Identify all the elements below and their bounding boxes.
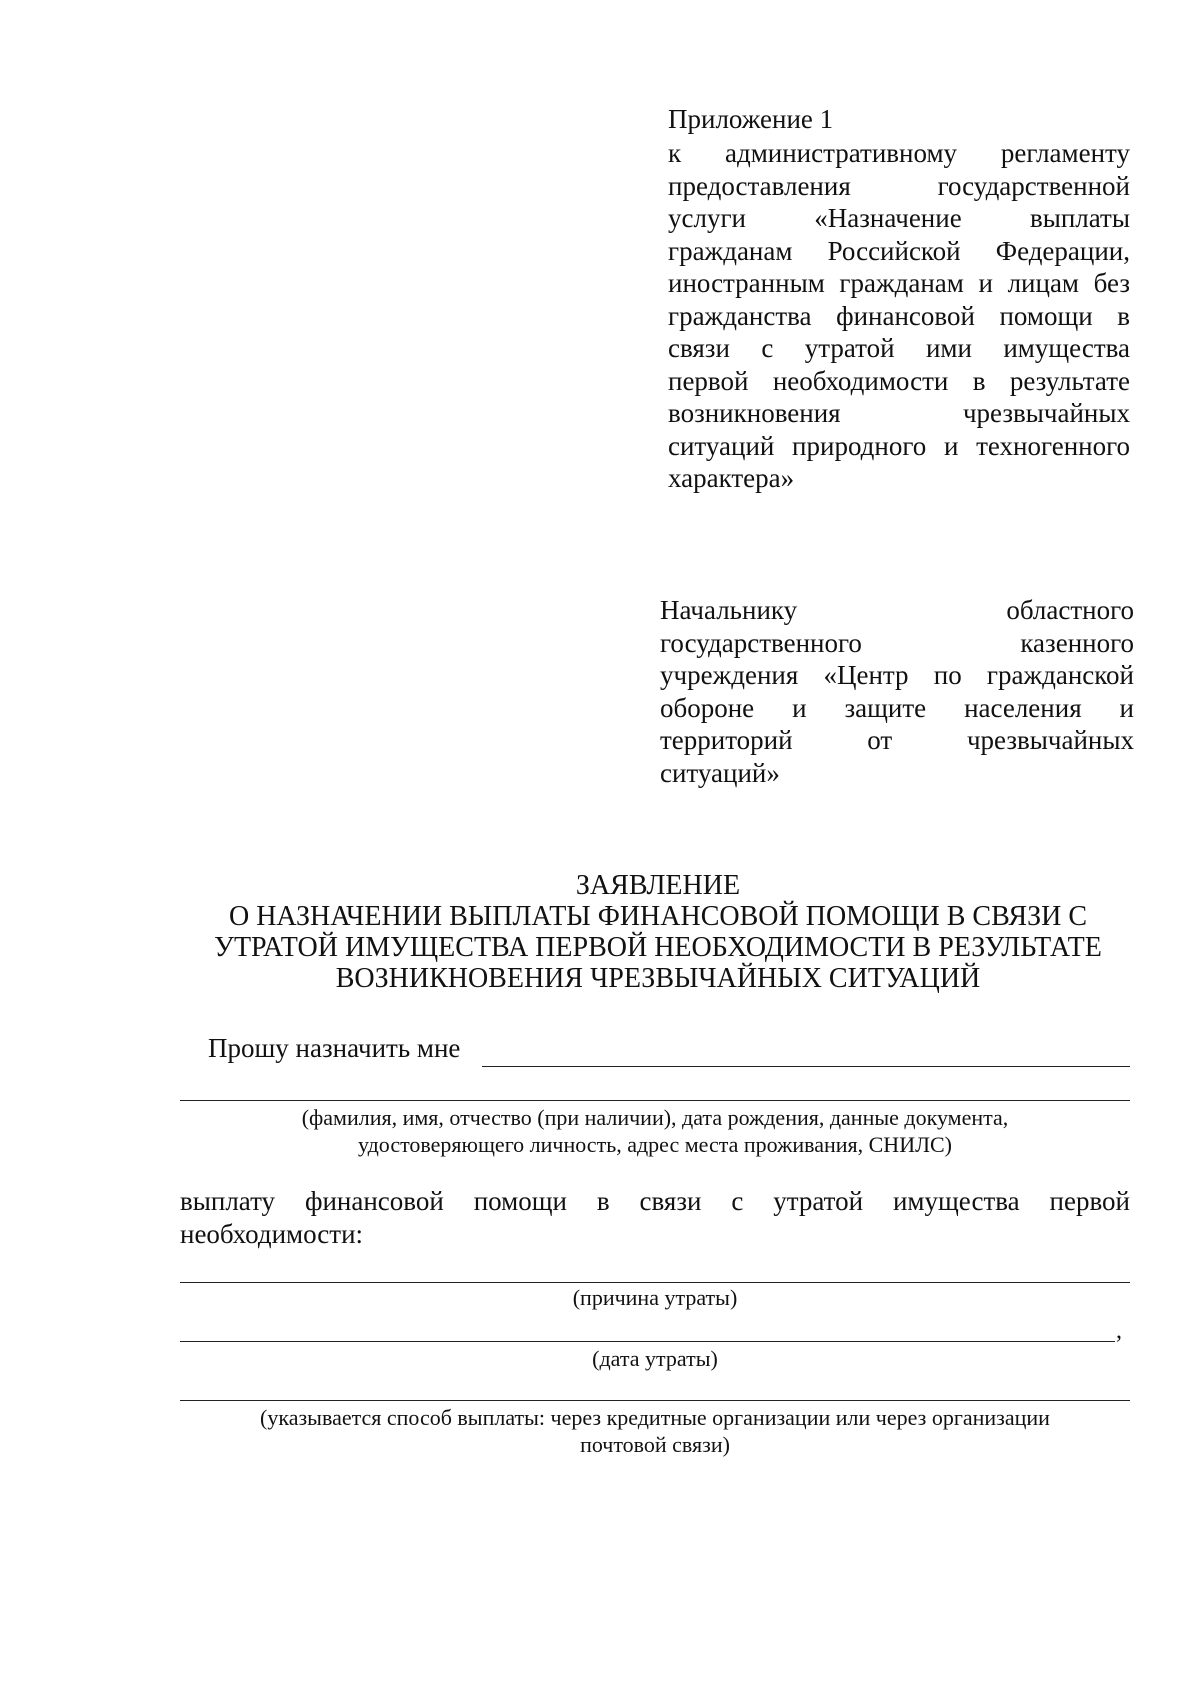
applicant-caption-line: (фамилия, имя, отчество (при наличии), дата рождения, данные документа, (301, 1105, 1009, 1130)
heading-subtitle-line: УТРАТОЙ ИМУЩЕСТВА ПЕРВОЙ НЕОБХОДИМОСТИ В РЕЗУЛЬТАТЕ (214, 932, 1102, 963)
date-caption: (дата утраты) (592, 1346, 718, 1371)
addressee-line-last: ситуаций» (660, 757, 780, 788)
date-comma: , (1116, 1318, 1122, 1344)
appendix-line: услуги «Назначение выплаты (668, 203, 1130, 233)
applicant-caption (180, 1104, 1130, 1158)
body-paragraph (180, 1185, 1130, 1251)
addressee-line: территорий от чрезвычайных (660, 725, 1134, 755)
applicant-fill-line[interactable] (482, 1066, 1130, 1067)
document-heading (0, 870, 1200, 994)
body-line: необходимости: (180, 1219, 364, 1249)
addressee-line: государственного казенного (660, 627, 1134, 658)
appendix-line: первой необходимости в результате (668, 365, 1130, 396)
appendix-line-last: характера» (668, 463, 795, 493)
appendix-line: возникновения чрезвычайных (668, 398, 1130, 428)
date-fill-line[interactable] (180, 1341, 1115, 1342)
reason-fill-line[interactable] (180, 1282, 1130, 1283)
appendix-line: связи с утратой ими имущества (668, 333, 1130, 363)
appendix-line: иностранным гражданам и лицам без (668, 268, 1130, 298)
applicant-caption-line: удостоверяющего личность, адрес места проживания, СНИЛС) (357, 1132, 953, 1157)
addressee-line: учреждения «Центр по гражданской (660, 660, 1134, 690)
reason-caption: (причина утраты) (572, 1285, 738, 1310)
appendix-line: гражданам Российской Федерации, (668, 235, 1130, 266)
payment-caption (180, 1404, 1130, 1458)
heading-subtitle-line: ВОЗНИКНОВЕНИЯ ЧРЕЗВЫЧАЙНЫХ СИТУАЦИЙ (335, 963, 981, 994)
appendix-block (668, 103, 1130, 495)
addressee-line: Начальнику областного (660, 595, 1134, 625)
appendix-line: предоставления государственной (668, 170, 1130, 201)
payment-caption-line: почтовой связи) (580, 1432, 730, 1457)
applicant-fill-line-2[interactable] (180, 1100, 1130, 1101)
appendix-title: Приложение 1 (668, 104, 834, 134)
addressee-line: обороне и защите населения и (660, 692, 1134, 723)
addressee-block (660, 594, 1134, 789)
heading-title: ЗАЯВЛЕНИЕ (575, 870, 741, 901)
request-label: Прошу назначить мне (208, 1033, 461, 1063)
body-line: выплату финансовой помощи в связи с утратой имущества первой (180, 1186, 1130, 1216)
appendix-line: к административному регламенту (668, 138, 1130, 168)
payment-fill-line[interactable] (180, 1400, 1130, 1401)
appendix-line: гражданства финансовой помощи в (668, 300, 1130, 331)
appendix-line: ситуаций природного и техногенного (668, 430, 1130, 461)
heading-subtitle-line: О НАЗНАЧЕНИИ ВЫПЛАТЫ ФИНАНСОВОЙ ПОМОЩИ В СВЯЗИ С (228, 901, 1087, 932)
payment-caption-line: (указывается способ выплаты: через кредитные организации или через организации (260, 1405, 1050, 1430)
